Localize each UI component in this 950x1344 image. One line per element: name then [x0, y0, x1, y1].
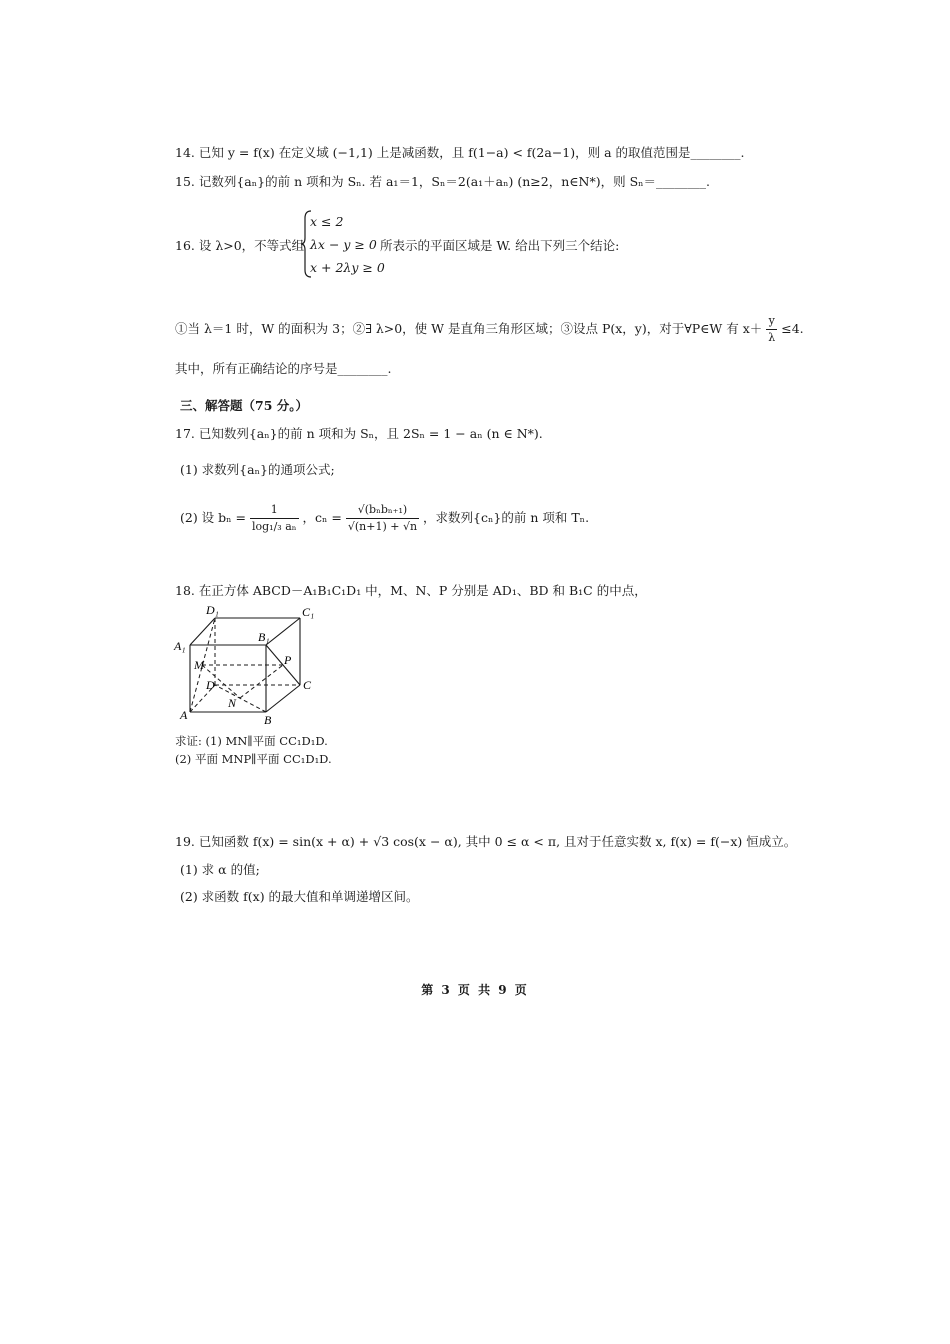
- question-17-part2: [180, 502, 589, 535]
- section-heading: 三、解答题（75 分。）: [180, 398, 308, 413]
- b-n-numerator: 1: [250, 502, 299, 519]
- question-16-ask: 其中，所有正确结论的序号是________.: [175, 361, 392, 376]
- label-n: N: [228, 696, 237, 710]
- part2-tail: ，求数列{cₙ}的前 n 项和 Tₙ.: [423, 510, 590, 525]
- question-16-tail: 所表示的平面区域是 W. 给出下列三个结论:: [380, 238, 620, 253]
- inequality-row-2: λx − y ≥ 0: [310, 237, 377, 252]
- c-n-numerator: √(bₙbₙ₊₁): [346, 502, 419, 519]
- label-c: C: [303, 678, 312, 692]
- c-n-fraction: [346, 502, 419, 535]
- question-15: 15. 记数列{aₙ}的前 n 项和为 Sₙ. 若 a₁＝1，Sₙ＝2(a₁＋aₙ) (n≥2，n∈N*)，则 Sₙ＝________.: [175, 174, 711, 189]
- b-n-fraction: [250, 502, 299, 535]
- label-a: A: [180, 708, 188, 722]
- y-over-lambda-fraction: [766, 313, 777, 346]
- label-b: B: [264, 713, 272, 727]
- question-19-stem: 19. 已知函数 f(x) = sin(x + α) + √3 cos(x − α), 其中 0 ≤ α < π, 且对于任意实数 x, f(x) = f(−x) 恒成立。: [175, 834, 797, 849]
- question-18-prove-1: 求证: (1) MN∥平面 CC₁D₁D.: [175, 734, 328, 748]
- label-d: D: [206, 678, 215, 692]
- page-footer: 第 3 页 共 9 页: [421, 983, 529, 997]
- inequality-row-3: x + 2λy ≥ 0: [310, 260, 385, 275]
- question-19-part1: (1) 求 α 的值;: [180, 862, 260, 877]
- part2-mid: ，cₙ =: [302, 510, 342, 525]
- question-16-lead: 16. 设 λ>0，不等式组: [175, 238, 305, 253]
- label-d1: D₁: [206, 603, 219, 617]
- question-18-stem: 18. 在正方体 ABCD－A₁B₁C₁D₁ 中，M、N、P 分别是 AD₁、BD 和 B₁C 的中点，: [175, 583, 647, 598]
- label-c1: C₁: [302, 605, 315, 619]
- c-n-denominator: √(n+1) + √n: [347, 520, 418, 533]
- cube-diagram: [170, 600, 320, 730]
- conclusions-text: ①当 λ＝1 时，W 的面积为 3；②∃ λ>0，使 W 是直角三角形区域；③设点 P(x，y)，对于∀P∈W 有 x＋: [175, 321, 763, 336]
- question-16-conclusions: [175, 313, 804, 346]
- label-m: M: [194, 658, 204, 672]
- fraction-numerator: y: [766, 313, 777, 330]
- inequality-row-1: x ≤ 2: [310, 214, 344, 229]
- label-b1: B₁: [258, 630, 270, 644]
- fraction-denominator: λ: [768, 331, 776, 344]
- label-p: P: [284, 653, 292, 667]
- question-17-part1: (1) 求数列{aₙ}的通项公式;: [180, 462, 335, 477]
- label-a1: A₁: [174, 639, 186, 653]
- part2-lead: (2) 设 bₙ =: [180, 510, 247, 525]
- b-n-denominator: log₁/₃ aₙ: [252, 520, 297, 533]
- question-14: 14. 已知 y = f(x) 在定义域 (−1,1) 上是减函数，且 f(1−a) < f(2a−1)，则 a 的取值范围是________.: [175, 145, 745, 160]
- question-18-prove-2: (2) 平面 MNP∥平面 CC₁D₁D.: [175, 752, 332, 766]
- conclusions-end: ≤4.: [781, 321, 804, 336]
- question-17-stem: 17. 已知数列{aₙ}的前 n 项和为 Sₙ，且 2Sₙ = 1 − aₙ (n ∈ N*).: [175, 426, 543, 441]
- question-19-part2: (2) 求函数 f(x) 的最大值和单调递增区间。: [180, 889, 419, 904]
